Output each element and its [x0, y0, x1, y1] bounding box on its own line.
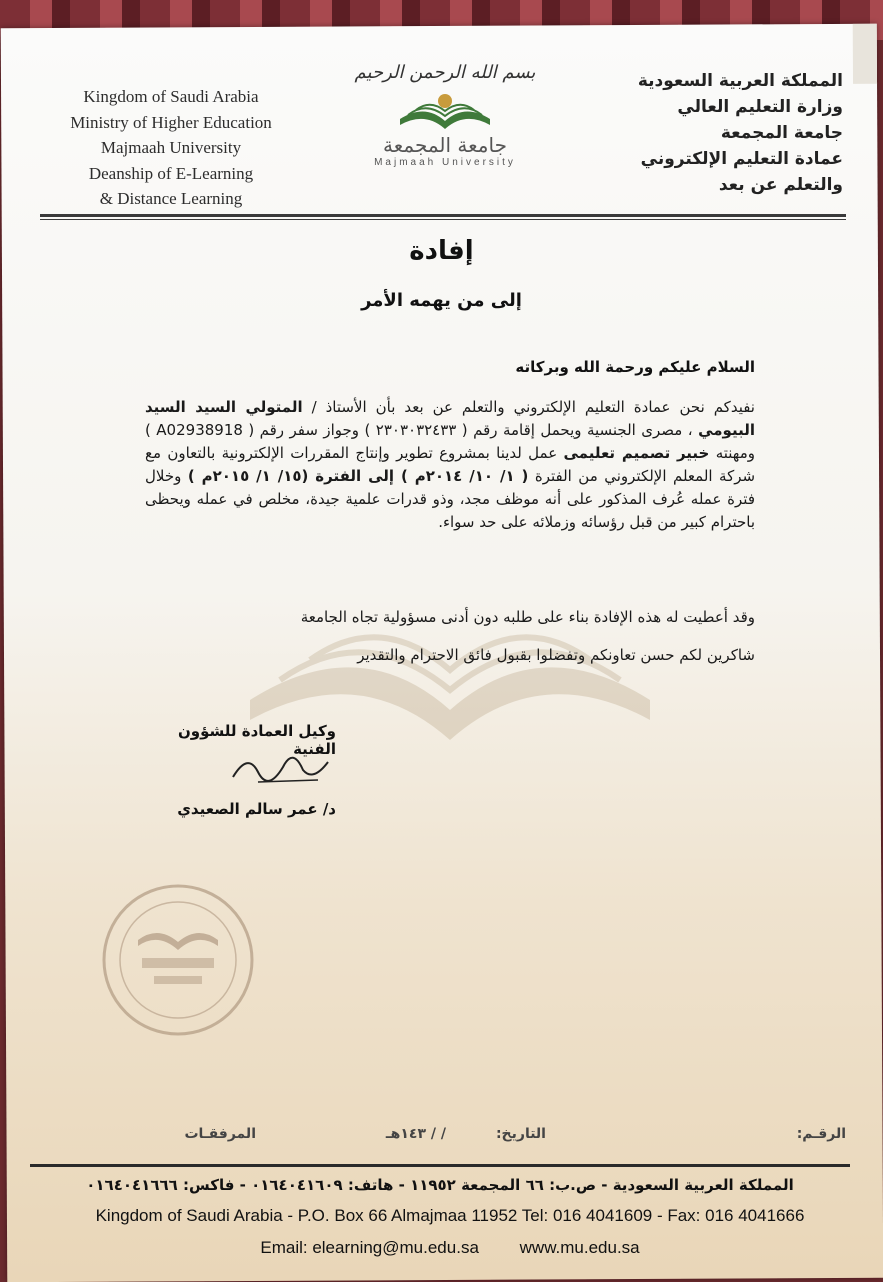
footer-email: Email: elearning@mu.edu.sa	[260, 1238, 479, 1257]
reference-number-label: الرقـم:	[796, 1126, 846, 1142]
en-header-line: Kingdom of Saudi Arabia	[83, 87, 259, 106]
document-subtitle: إلى من يهمه الأمر	[361, 290, 522, 311]
date-value: / / ١٤٣هـ	[385, 1126, 446, 1142]
english-letterhead	[56, 84, 286, 212]
document-title: إفادة	[409, 236, 474, 266]
footer-divider	[30, 1164, 850, 1167]
footer-contact	[20, 1238, 880, 1258]
greeting: السلام عليكم ورحمة الله وبركاته	[515, 358, 755, 376]
footer-english-address: Kingdom of Saudi Arabia - P.O. Box 66 Almajmaa 11952 Tel: 016 4041609 - Fax: 016 4041666	[95, 1206, 805, 1225]
body-part: عمل لدينا بمشروع تطوير وإنتاج المقررات الإلكترونية بالتعاون مع شركة المعلم الإلكتروني من الفترة	[145, 444, 756, 485]
ar-header-line: المملكة العربية السعودية	[637, 71, 843, 91]
paper-folded-corner	[853, 24, 877, 84]
en-header-line: Majmaah University	[100, 138, 242, 157]
footer-arabic-address: المملكة العربية السعودية - ص.ب: ٦٦ المجمعة ١١٩٥٢ - هاتف: ٠١٦٤٠٤١٦٠٩ - فاكس: ٠١٦٤٠٤١٦٦٦	[86, 1176, 794, 1194]
logo-arabic-name: جامعة المجمعة	[383, 133, 507, 157]
signatory-title: وكيل العمادة للشؤون الفنية	[177, 722, 336, 758]
logo-english-name: Majmaah University	[374, 157, 516, 168]
handwritten-signature	[228, 742, 338, 792]
university-logo	[340, 58, 550, 198]
footer-website: www.mu.edu.sa	[519, 1238, 640, 1257]
arabic-letterhead	[633, 68, 843, 198]
employee-name: المتولي السيد السيد البيومي	[145, 398, 755, 439]
ar-header-line: والتعلم عن بعد	[718, 175, 843, 195]
en-header-line: Deanship of E-Learning	[88, 163, 254, 183]
job-title: خبير تصميم تعليمى	[563, 444, 710, 462]
header-divider-thin	[40, 219, 846, 220]
en-header-line: & Distance Learning	[99, 189, 243, 208]
body-part: ، مصرى الجنسية ويحمل إقامة رقم ( ٢٣٠٣٠٣٢٤٣٣ ) وجواز سفر رقم ( A02938918 ) ومهنته	[145, 421, 755, 462]
ar-header-line: وزارة التعليم العالي	[677, 97, 843, 117]
ar-header-line: عمادة التعليم الإلكتروني	[640, 149, 843, 169]
attachments-label: المرفقـات	[184, 1126, 256, 1142]
en-header-line: Ministry of Higher Education	[70, 112, 272, 132]
letter-body	[145, 396, 755, 534]
closing-regards: شاكرين لكم حسن تعاونكم وتفضلوا بقبول فائق الاحترام والتقدير	[357, 646, 755, 664]
basmala: بسم الله الرحمن الرحيم	[354, 62, 536, 83]
signatory-name: د/ عمر سالم الصعيدي	[177, 800, 336, 818]
official-seal-stamp	[98, 880, 258, 1040]
ar-header-line: جامعة المجمعة	[720, 123, 843, 143]
open-book-logo-icon	[390, 89, 500, 137]
header-divider	[40, 214, 846, 217]
body-part: نفيدكم نحن عمادة التعليم الإلكتروني والتعلم عن بعد بأن الأستاذ /	[311, 398, 755, 416]
closing-statement: وقد أعطيت له هذه الإفادة بناء على طلبه دون أدنى مسؤولية تجاه الجامعة	[300, 608, 755, 626]
employment-period: ( ١/ ١٠/ ٢٠١٤م ) إلى الفترة (١٥/ ١/ ٢٠١٥م )	[187, 467, 529, 485]
reference-row	[40, 1126, 846, 1150]
date-label: التاريخ:	[495, 1126, 546, 1142]
body-part: وخلال فترة عمله عُرف المذكور على أنه موظف مجد، وذو قدرات علمية جيدة، مخلص في عمله ويحظى باحترام كبير من قبل رؤسائه وزملائه على حد سواء.	[145, 467, 755, 531]
